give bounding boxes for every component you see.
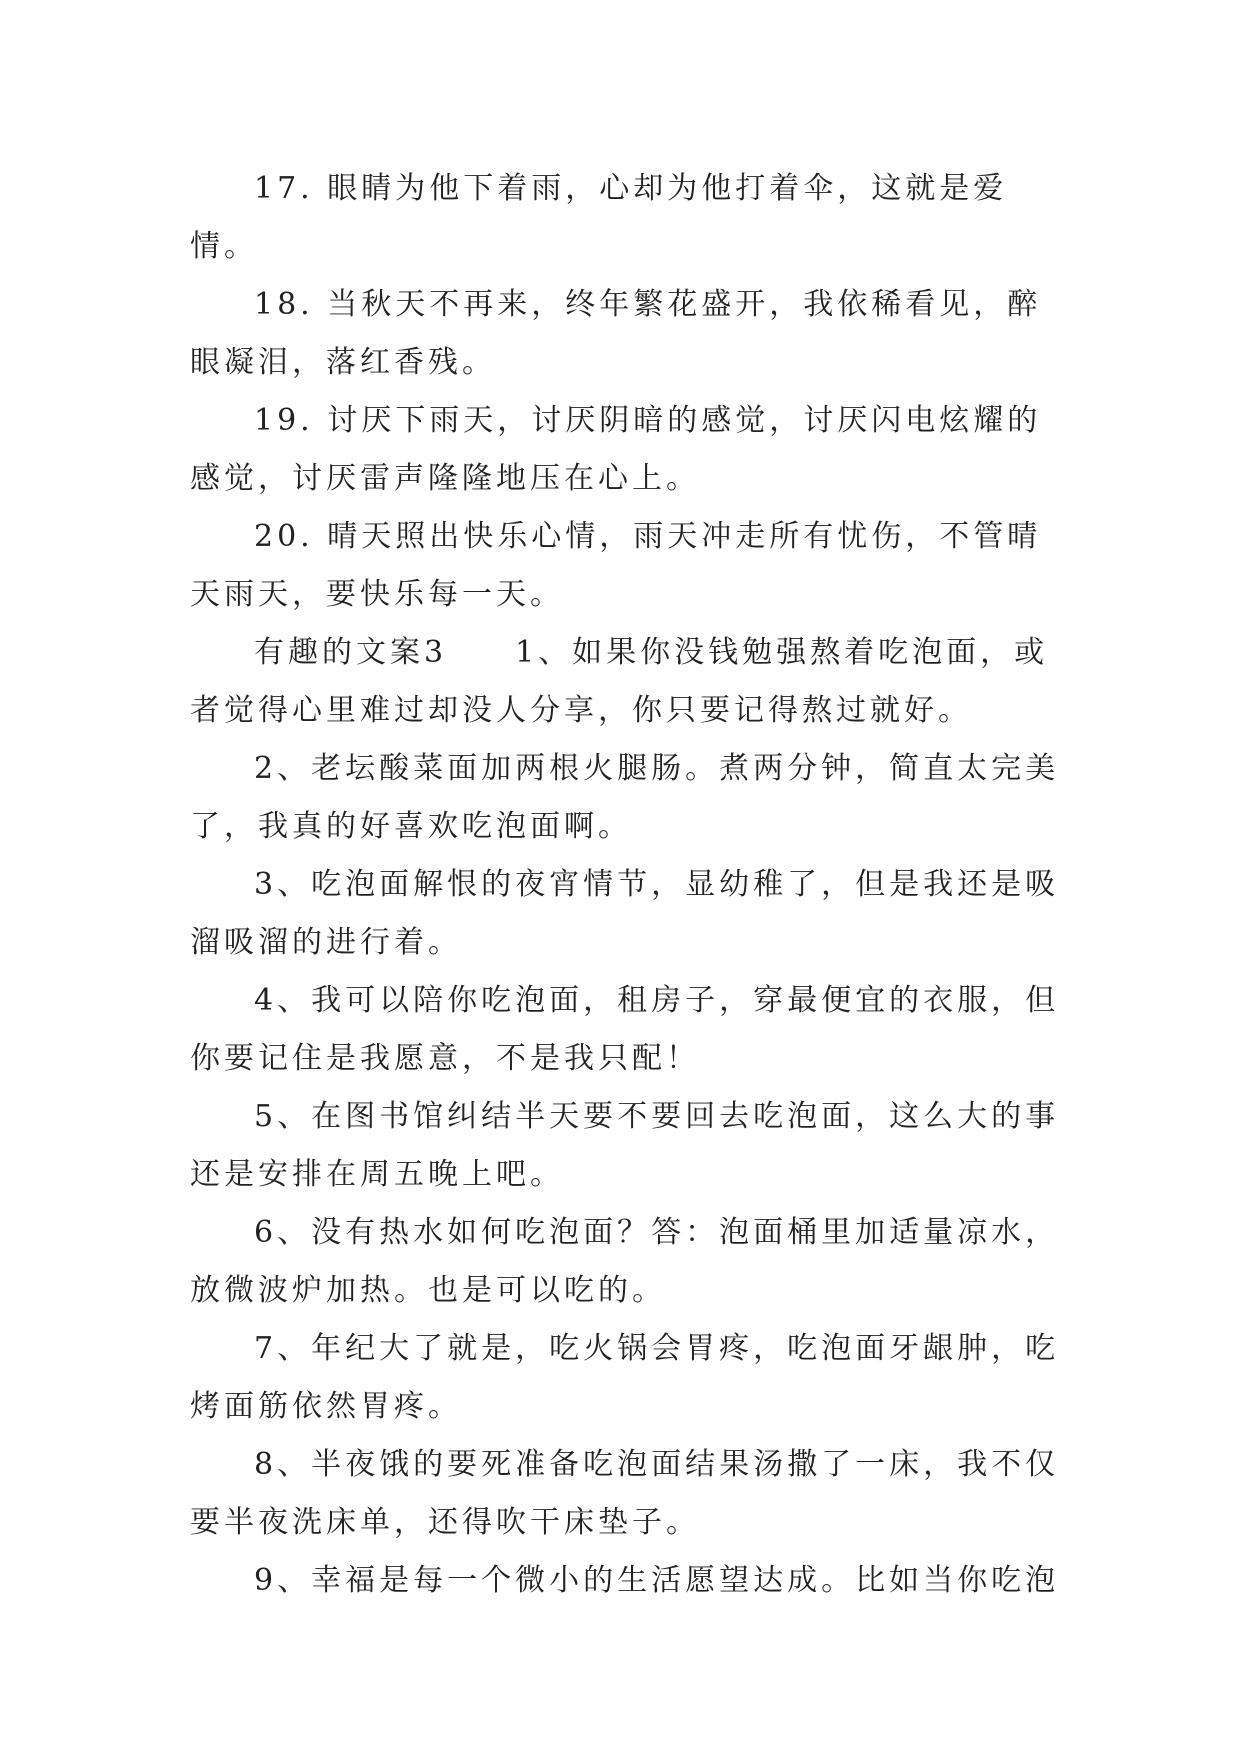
paragraph-4: 4、我可以陪你吃泡面，租房子，穿最便宜的衣服，但你要记住是我愿意，不是我只配！ (190, 983, 1060, 1076)
paragraph-6: 6、没有热水如何吃泡面？答：泡面桶里加适量凉水，放微波炉加热。也是可以吃的。 (190, 1215, 1060, 1308)
paragraph-8: 8、半夜饿的要死准备吃泡面结果汤撒了一床，我不仅要半夜洗床单，还得吹干床垫子。 (190, 1447, 1060, 1540)
section-heading-paragraph: 有趣的文案3 1、如果你没钱勉强熬着吃泡面，或者觉得心里难过却没人分享，你只要记得熬过就好。 (190, 635, 1049, 728)
paragraph-2: 2、老坛酸菜面加两根火腿肠。煮两分钟，简直太完美了，我真的好喜欢吃泡面啊。 (190, 751, 1060, 844)
body-text (190, 160, 1070, 1610)
paragraph-19: 19. 讨厌下雨天，讨厌阴暗的感觉，讨厌闪电炫耀的感觉，讨厌雷声隆隆地压在心上。 (190, 403, 1042, 496)
paragraph-17: 17. 眼睛为他下着雨，心却为他打着伞，这就是爱情。 (190, 171, 1008, 264)
paragraph-9: 9、幸福是每一个微小的生活愿望达成。比如当你吃泡 (254, 1563, 1060, 1598)
paragraph-5: 5、在图书馆纠结半天要不要回去吃泡面，这么大的事还是安排在周五晚上吧。 (190, 1099, 1060, 1192)
paragraph-18: 18. 当秋天不再来，终年繁花盛开，我依稀看见，醉眼凝泪，落红香残。 (190, 287, 1042, 380)
paragraph-3: 3、吃泡面解恨的夜宵情节，显幼稚了，但是我还是吸溜吸溜的进行着。 (190, 867, 1060, 960)
paragraph-20: 20. 晴天照出快乐心情，雨天冲走所有忧伤，不管晴天雨天，要快乐每一天。 (190, 519, 1042, 612)
paragraph-7: 7、年纪大了就是，吃火锅会胃疼，吃泡面牙龈肿，吃烤面筋依然胃疼。 (190, 1331, 1060, 1424)
